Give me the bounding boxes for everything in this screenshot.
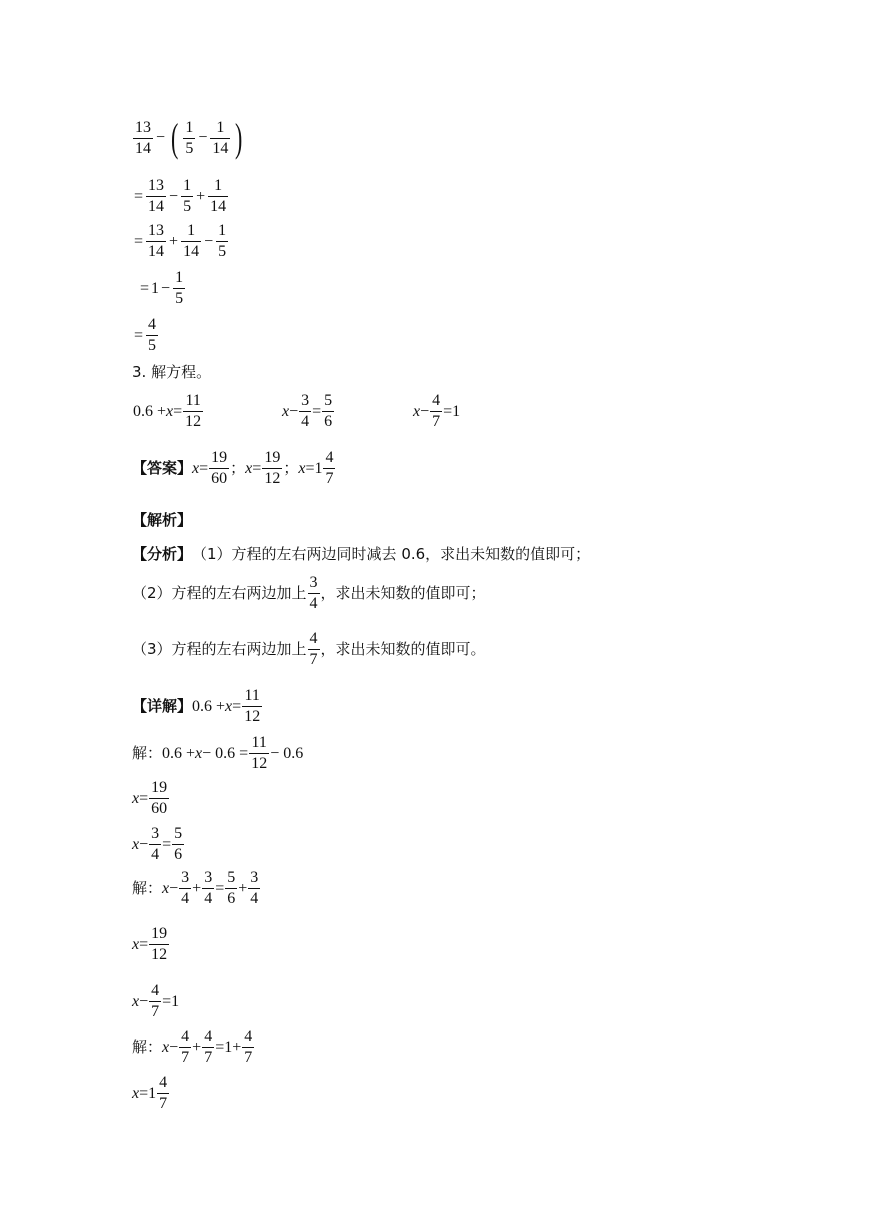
calc-line-1: $\frac{13}{14}$ − ( $\frac{1}{5}$ − $\frac{1}{14}$ )	[135, 115, 243, 160]
analysis-point-1: 【分析】 （1）方程的左右两边同时减去 0.6，求出未知数的值即可；	[132, 545, 591, 563]
detail-line-9: x = 1 $\frac{4}{7}$	[132, 1074, 168, 1112]
equation-2: x − $\frac{3}{4}$ = $\frac{5}{6}$	[282, 392, 333, 430]
analysis-point-3: （3）方程的左右两边加上 $\frac{4}{7}$ ，求出未知数的值即可。	[132, 630, 486, 668]
answer-line: 【答案】 x = $\frac{19}{60}$ ； x = $\frac{19}{12}$ ； x = 1 $\frac{4}{7}$	[132, 449, 334, 487]
analysis-point-2: （2）方程的左右两边加上 $\frac{3}{4}$ ，求出未知数的值即可；	[132, 574, 486, 612]
detail-line-5: 解： x − $\frac{3}{4}$ + $\frac{3}{4}$ = $\frac{5}{6}$ + $\frac{3}{4}$	[132, 869, 259, 907]
detail-line-1: 【详解】 0.6 + x = $\frac{11}{12}$	[132, 687, 261, 725]
fraction: $\frac{13}{14}$	[135, 118, 151, 157]
question-title: 3. 解方程。	[132, 363, 212, 381]
detail-line-3: x = $\frac{19}{60}$	[132, 779, 168, 817]
detail-line-6: x = $\frac{19}{12}$	[132, 925, 168, 963]
equation-1: 0.6 + x = $\frac{11}{12}$	[133, 392, 202, 430]
equation-3: x − $\frac{4}{7}$ = 1	[413, 392, 461, 430]
fraction: $\frac{1}{14}$	[212, 118, 229, 157]
calc-line-3: = $\frac{13}{14}$ + $\frac{1}{14}$ − $\frac{1}{5}$	[134, 222, 227, 260]
calc-line-4: = 1 − $\frac{1}{5}$	[140, 269, 184, 307]
calc-line-2: = $\frac{13}{14}$ − $\frac{1}{5}$ + $\frac{1}{14}$	[134, 177, 227, 215]
detail-line-7: x − $\frac{4}{7}$ = 1	[132, 982, 180, 1020]
detail-line-2: 解： 0.6 + x − 0.6 = $\frac{11}{12}$ − 0.6	[132, 734, 304, 772]
detail-line-4: x − $\frac{3}{4}$ = $\frac{5}{6}$	[132, 825, 183, 863]
detail-line-8: 解： x − $\frac{4}{7}$ + $\frac{4}{7}$ = 1 + $\frac{4}{7}$	[132, 1028, 253, 1066]
fraction: $\frac{1}{5}$	[185, 118, 194, 157]
calc-line-5: = $\frac{4}{5}$	[134, 316, 157, 354]
analysis-label: 【解析】	[132, 511, 193, 529]
